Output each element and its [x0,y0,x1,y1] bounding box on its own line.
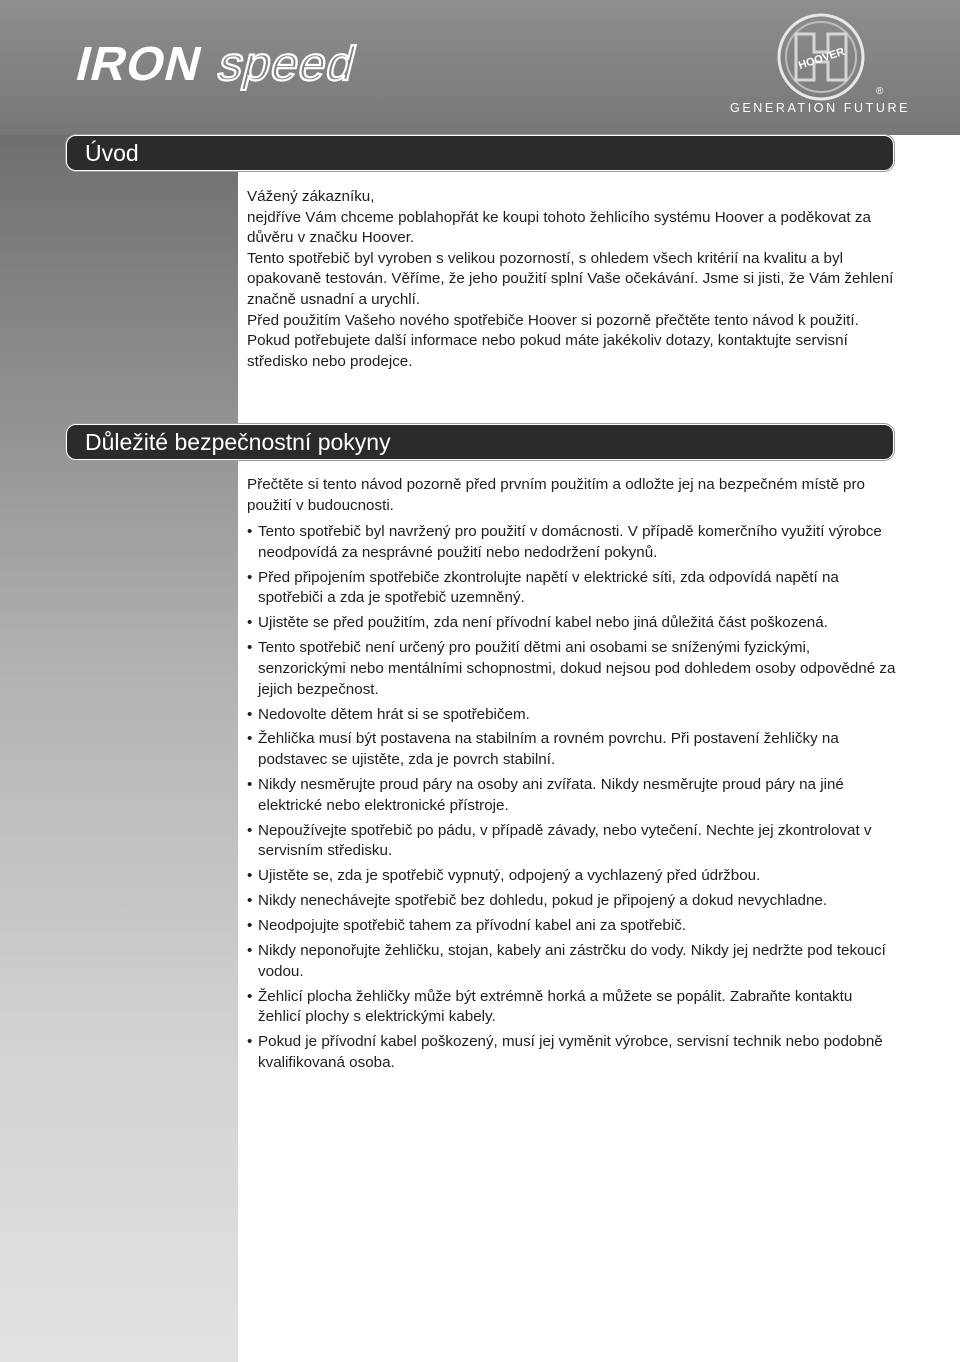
safety-lead: Přečtěte si tento návod pozorně před prvním použitím a odložte jej na bezpečném místě pro použití v budoucnosti. [247,476,865,514]
list-item: • Žehlicí plocha žehličky může být extrémně horká a můžete se popálit. Zabraňte kontaktu žehlicí plochy s elektrickými kabely. [247,987,897,1028]
list-item: • Nikdy neponořujte žehličku, stojan, kabely ani zástrčku do vody. Nikdy jej nedržte pod tekoucí vodou. [247,941,897,982]
list-item: • Nedovolte dětem hrát si se spotřebičem. [247,705,897,726]
list-item: • Nikdy nenechávejte spotřebič bez dohledu, pokud je připojený a dokud nevychladne. [247,891,897,912]
intro-paragraph: Tento spotřebič byl vyroben s velikou pozorností, s ohledem všech kritérií na kvalitu a byl opakovaně testován. Věříme, že jeho použití splní Vaše očekávání. Jsme si jisti, že Vám žehlení značně usnadní a urychlí. [247,249,894,308]
intro-paragraph: nejdříve Vám chceme poblahopřát ke koupi tohoto žehlicího systému Hoover a poděkovat za důvěru v značku Hoover. [247,208,871,247]
left-sidebar-band [0,135,238,1362]
list-item: • Neodpojujte spotřebič tahem za přívodní kabel ani za spotřebič. [247,916,897,937]
list-item: • Pokud je přívodní kabel poškozený, musí jej vyměnit výrobce, servisní technik nebo podobně kvalifikovaná osoba. [247,1032,897,1073]
intro-paragraph: Před použitím Vašeho nového spotřebiče Hoover si pozorně přečtěte tento návod k použití. Pokud potřebujete další informace nebo pokud máte jakékoliv dotazy, kontaktujte servisní středisko nebo prodejce. [247,311,859,370]
tagline: GENERATION FUTURE [730,101,911,115]
list-item: • Před připojením spotřebiče zkontrolujte napětí v elektrické síti, zda odpovídá napětí na spotřebiči a zda je spotřebič uzemněný. [247,568,897,609]
section-header-safety [66,424,894,460]
list-item: • Tento spotřebič není určený pro použití dětmi ani osobami se sníženými fyzickými, senzorickými nebo mentálními schopnostmi, dokud nejsou pod dohledem osoby odpovědné za jejich bezpečnost. [247,638,897,700]
svg-text:IRON: IRON [72,37,209,91]
list-item: • Nepoužívejte spotřebič po pádu, v případě závady, nebo vytečení. Nechte jej zkontrolovat v servisním středisku. [247,821,897,862]
ironspeed-logo [72,30,452,100]
intro-paragraph: Vážený zákazníku, [247,188,375,205]
section-header-intro [66,135,894,171]
safety-list [247,522,897,1073]
list-item: • Ujistěte se před použitím, zda není přívodní kabel nebo jiná důležitá část poškozená. [247,613,897,634]
svg-text:speed: speed [212,37,362,91]
registered-mark: ® [876,86,884,97]
section-title: Důležité bezpečnostní pokyny [85,429,391,455]
list-item: • Ujistěte se, zda je spotřebič vypnutý, odpojený a vychlazený před údržbou. [247,866,897,887]
list-item: • Žehlička musí být postavena na stabilním a rovném povrchu. Při postavení žehličky na podstavec se ujistěte, zda je povrch stabilní. [247,729,897,770]
svg-text:HOOVER: HOOVER [797,45,847,72]
section-title: Úvod [85,140,139,166]
list-item: • Nikdy nesměrujte proud páry na osoby ani zvířata. Nikdy nesměrujte proud páry na jiné elektrické nebo elektronické přístroje. [247,775,897,816]
safety-instructions [247,475,897,1078]
list-item: • Tento spotřebič byl navržený pro použití v domácnosti. V případě komerčního využití výrobce neodpovídá za nesprávné použití nebo nedodržení pokynů. [247,522,897,563]
intro-text [247,187,897,372]
hoover-emblem [776,12,866,102]
